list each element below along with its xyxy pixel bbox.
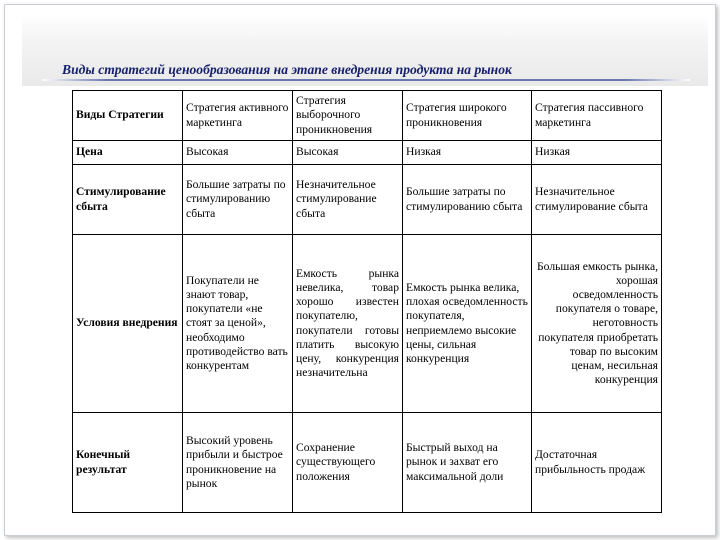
table-cell: Высокая xyxy=(183,141,293,165)
table-cell: Низкая xyxy=(532,141,662,165)
table-row xyxy=(73,141,662,165)
table-row xyxy=(73,235,662,413)
table-cell: Стратегия широкого проникновения xyxy=(403,91,532,141)
table-cell: Сохранение существующего положения xyxy=(293,413,403,513)
table-cell: Стратегия пассивного маркетинга xyxy=(532,91,662,141)
table-row xyxy=(73,91,662,141)
table-cell: Достаточная прибыльность продаж xyxy=(532,413,662,513)
row-label-final-result: Конечный результат xyxy=(73,413,183,513)
table-row xyxy=(73,413,662,513)
table-cell: Большие затраты по стимулированию сбыта xyxy=(403,165,532,235)
table-cell: Большая емкость рынка, хорошая осведомленность покупателя о товаре, неготовность покупателя приобретать товар по высоким ценам, несильная конкуренция xyxy=(532,235,662,413)
table-cell: Быстрый выход на рынок и захват его максимальной доли xyxy=(403,413,532,513)
table-cell: Высокий уровень прибыли и быстрое проникновение на рынок xyxy=(183,413,293,513)
table-cell: Низкая xyxy=(403,141,532,165)
table-cell: Покупатели не знают товар, покупатели «не стоят за ценой», необходимо противодейство вать конкурентам xyxy=(183,235,293,413)
table-cell: Емкость рынка невелика, товар хорошо известен покупателю, покупатели готовы платить высокую цену, конкуренция незначительна xyxy=(293,235,403,413)
strategy-table xyxy=(72,90,662,513)
table-cell: Большие затраты по стимулированию сбыта xyxy=(183,165,293,235)
table-cell: Емкость рынка велика, плохая осведомленность покупателя, неприемлемо высокие цены, сильная конкуренция xyxy=(403,235,532,413)
table-cell: Незначительное стимулирование сбыта xyxy=(532,165,662,235)
table-cell: Высокая xyxy=(293,141,403,165)
table-cell: Незначительное стимулирование сбыта xyxy=(293,165,403,235)
table-cell: Стратегия активного маркетинга xyxy=(183,91,293,141)
row-label-sales-promotion: Стимулирование сбыта xyxy=(73,165,183,235)
table-cell: Стратегия выборочного проникновения xyxy=(293,91,403,141)
table-row xyxy=(73,165,662,235)
row-label-entry-conditions: Условия внедрения xyxy=(73,235,183,413)
row-label-price: Цена xyxy=(73,141,183,165)
slide-title: Виды стратегий ценообразования на этапе внедрения продукта на рынок xyxy=(62,62,512,77)
title-underline xyxy=(42,79,690,81)
row-label-strategy-types: Виды Стратегии xyxy=(73,91,183,141)
